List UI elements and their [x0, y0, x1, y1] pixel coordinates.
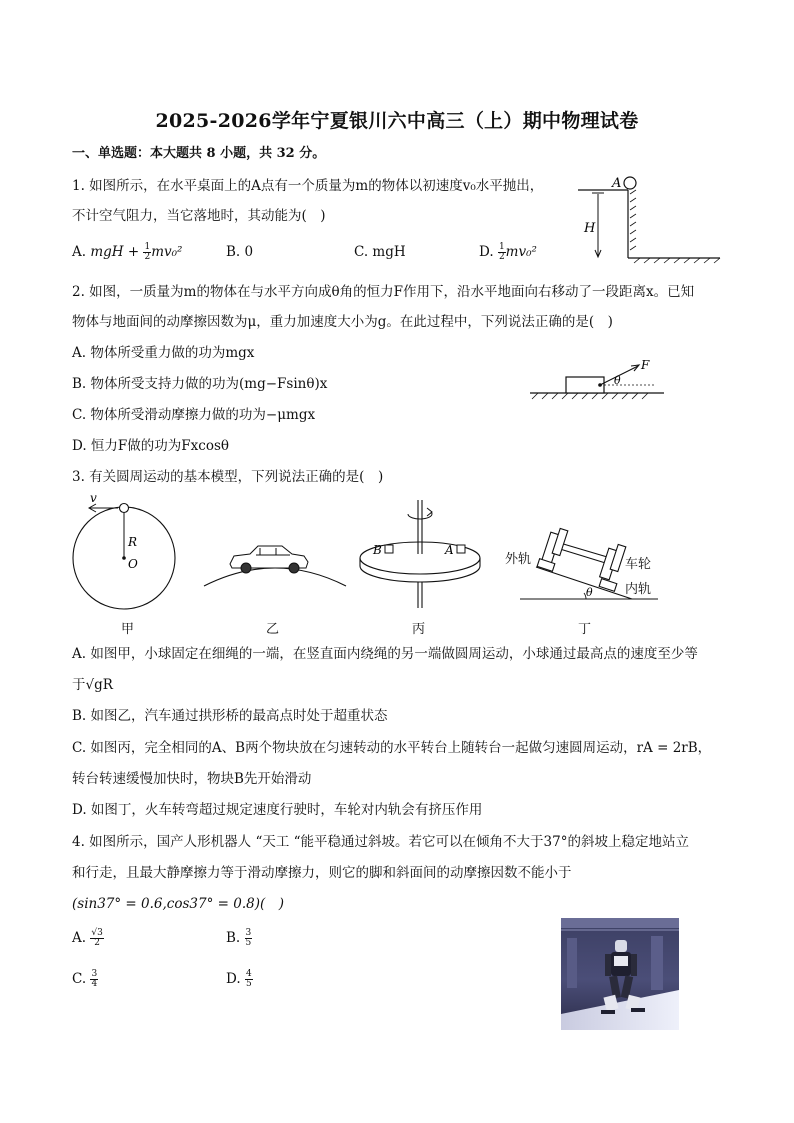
- label-v: v: [90, 491, 97, 505]
- caption-yi: 乙: [266, 622, 280, 637]
- q4-option-a[interactable]: A. $\frac{√3}{2}$: [72, 928, 103, 948]
- q4-stem-line3: (sin37° = 0.6,cos37° = 0.8)( ): [72, 896, 284, 912]
- q1-option-d[interactable]: D. $\frac{1}{2}$ mv₀²: [479, 242, 537, 262]
- ball: [624, 177, 636, 189]
- block-b: [385, 545, 393, 553]
- q3-figure-jia: [66, 488, 186, 616]
- label-h: H: [584, 221, 596, 236]
- label-a: A: [445, 543, 454, 557]
- q3-option-c-line1[interactable]: C. 如图丙，完全相同的A、B两个物块放在匀速转动的水平转台上随转台一起做匀速圆周运动，rA = 2rB，: [72, 740, 712, 756]
- q2-option-d[interactable]: D. 恒力F做的功为Fxcosθ: [72, 438, 230, 454]
- q4-option-b[interactable]: B. $\frac{3}{5}$: [226, 928, 252, 948]
- q4-stem-line1: 4. 如图所示，国产人形机器人 “天工 “能平稳通过斜坡。若它可以在倾角不大于37°的斜坡上稳定地站立: [72, 834, 689, 850]
- q1-stem-line1: 1. 如图所示，在水平桌面上的A点有一个质量为m的物体以初速度v₀水平抛出，: [72, 178, 544, 194]
- q4-stem-line2: 和行走，且最大静摩擦力等于滑动摩擦力，则它的脚和斜面间的动摩擦因数不能小于: [72, 865, 572, 881]
- label-neigui: 内轨: [625, 582, 652, 597]
- q3-option-a-line2: 于√gR: [72, 677, 113, 693]
- q3-option-d[interactable]: D. 如图丁，火车转弯超过规定速度行驶时，车轮对内轨会有挤压作用: [72, 802, 483, 818]
- q2-stem-line1: 2. 如图，一质量为m的物体在与水平方向成θ角的恒力F作用下，沿水平地面向右移动了一段距离x。已知: [72, 284, 695, 300]
- q3-figure-bing: [355, 496, 485, 616]
- label-theta: θ: [614, 374, 621, 387]
- robot-photo: [561, 918, 679, 1030]
- caption-ding: 丁: [578, 622, 592, 637]
- q2-option-a[interactable]: A. 物体所受重力做的功为mgx: [72, 345, 255, 361]
- q2-stem-line2: 物体与地面间的动摩擦因数为μ，重力加速度大小为g。在此过程中，下列说法正确的是( ): [72, 314, 613, 330]
- q3-stem: 3. 有关圆周运动的基本模型，下列说法正确的是( ): [72, 469, 384, 485]
- q1-stem-line2: 不计空气阻力，当它落地时，其动能为( ): [72, 208, 326, 224]
- label-chelun: 车轮: [625, 557, 652, 572]
- section-heading: 一、单选题：本大题共 8 小题，共 32 分。: [72, 146, 326, 161]
- q3-option-c-line2: 转台转速缓慢加快时，物块B先开始滑动: [72, 771, 312, 787]
- q4-option-d[interactable]: D. $\frac{4}{5}$: [226, 969, 252, 989]
- label-o: O: [128, 557, 138, 571]
- label-f: F: [641, 358, 650, 372]
- q3-option-b[interactable]: B. 如图乙，汽车通过拱形桥的最高点时处于超重状态: [72, 708, 388, 724]
- block-a: [457, 545, 465, 553]
- q2-figure: [528, 355, 668, 405]
- hatch: [630, 190, 720, 263]
- label-waigui: 外轨: [505, 552, 532, 567]
- q1-option-a[interactable]: A. mgH + $\frac{1}{2}$ mv₀²: [72, 242, 183, 262]
- caption-bing: 丙: [412, 622, 426, 637]
- q1-option-c[interactable]: C. mgH: [354, 244, 406, 260]
- q2-option-c[interactable]: C. 物体所受滑动摩擦力做的功为−μmgx: [72, 407, 316, 423]
- q3-option-a-line1[interactable]: A. 如图甲，小球固定在细绳的一端，在竖直面内绕绳的另一端做圆周运动，小球通过最高点的速度至少等: [72, 646, 698, 662]
- q1-figure: [570, 170, 730, 270]
- label-a: A: [612, 176, 622, 191]
- label-theta: θ: [586, 586, 593, 599]
- q2-option-b[interactable]: B. 物体所受支持力做的功为(mg−Fsinθ)x: [72, 376, 328, 392]
- page-title: 2025-2026学年宁夏银川六中高三（上）期中物理试卷: [155, 110, 639, 132]
- car-icon: [230, 546, 308, 573]
- q3-figure-yi: [200, 530, 350, 590]
- table-edge: [578, 190, 720, 258]
- caption-jia: 甲: [121, 622, 135, 637]
- arch-bridge: [204, 568, 346, 586]
- ball: [120, 504, 129, 513]
- label-r: R: [128, 535, 138, 549]
- label-b: B: [373, 543, 382, 557]
- q1-option-b[interactable]: B. 0: [226, 244, 254, 260]
- q4-option-c[interactable]: C. $\frac{3}{4}$: [72, 969, 98, 989]
